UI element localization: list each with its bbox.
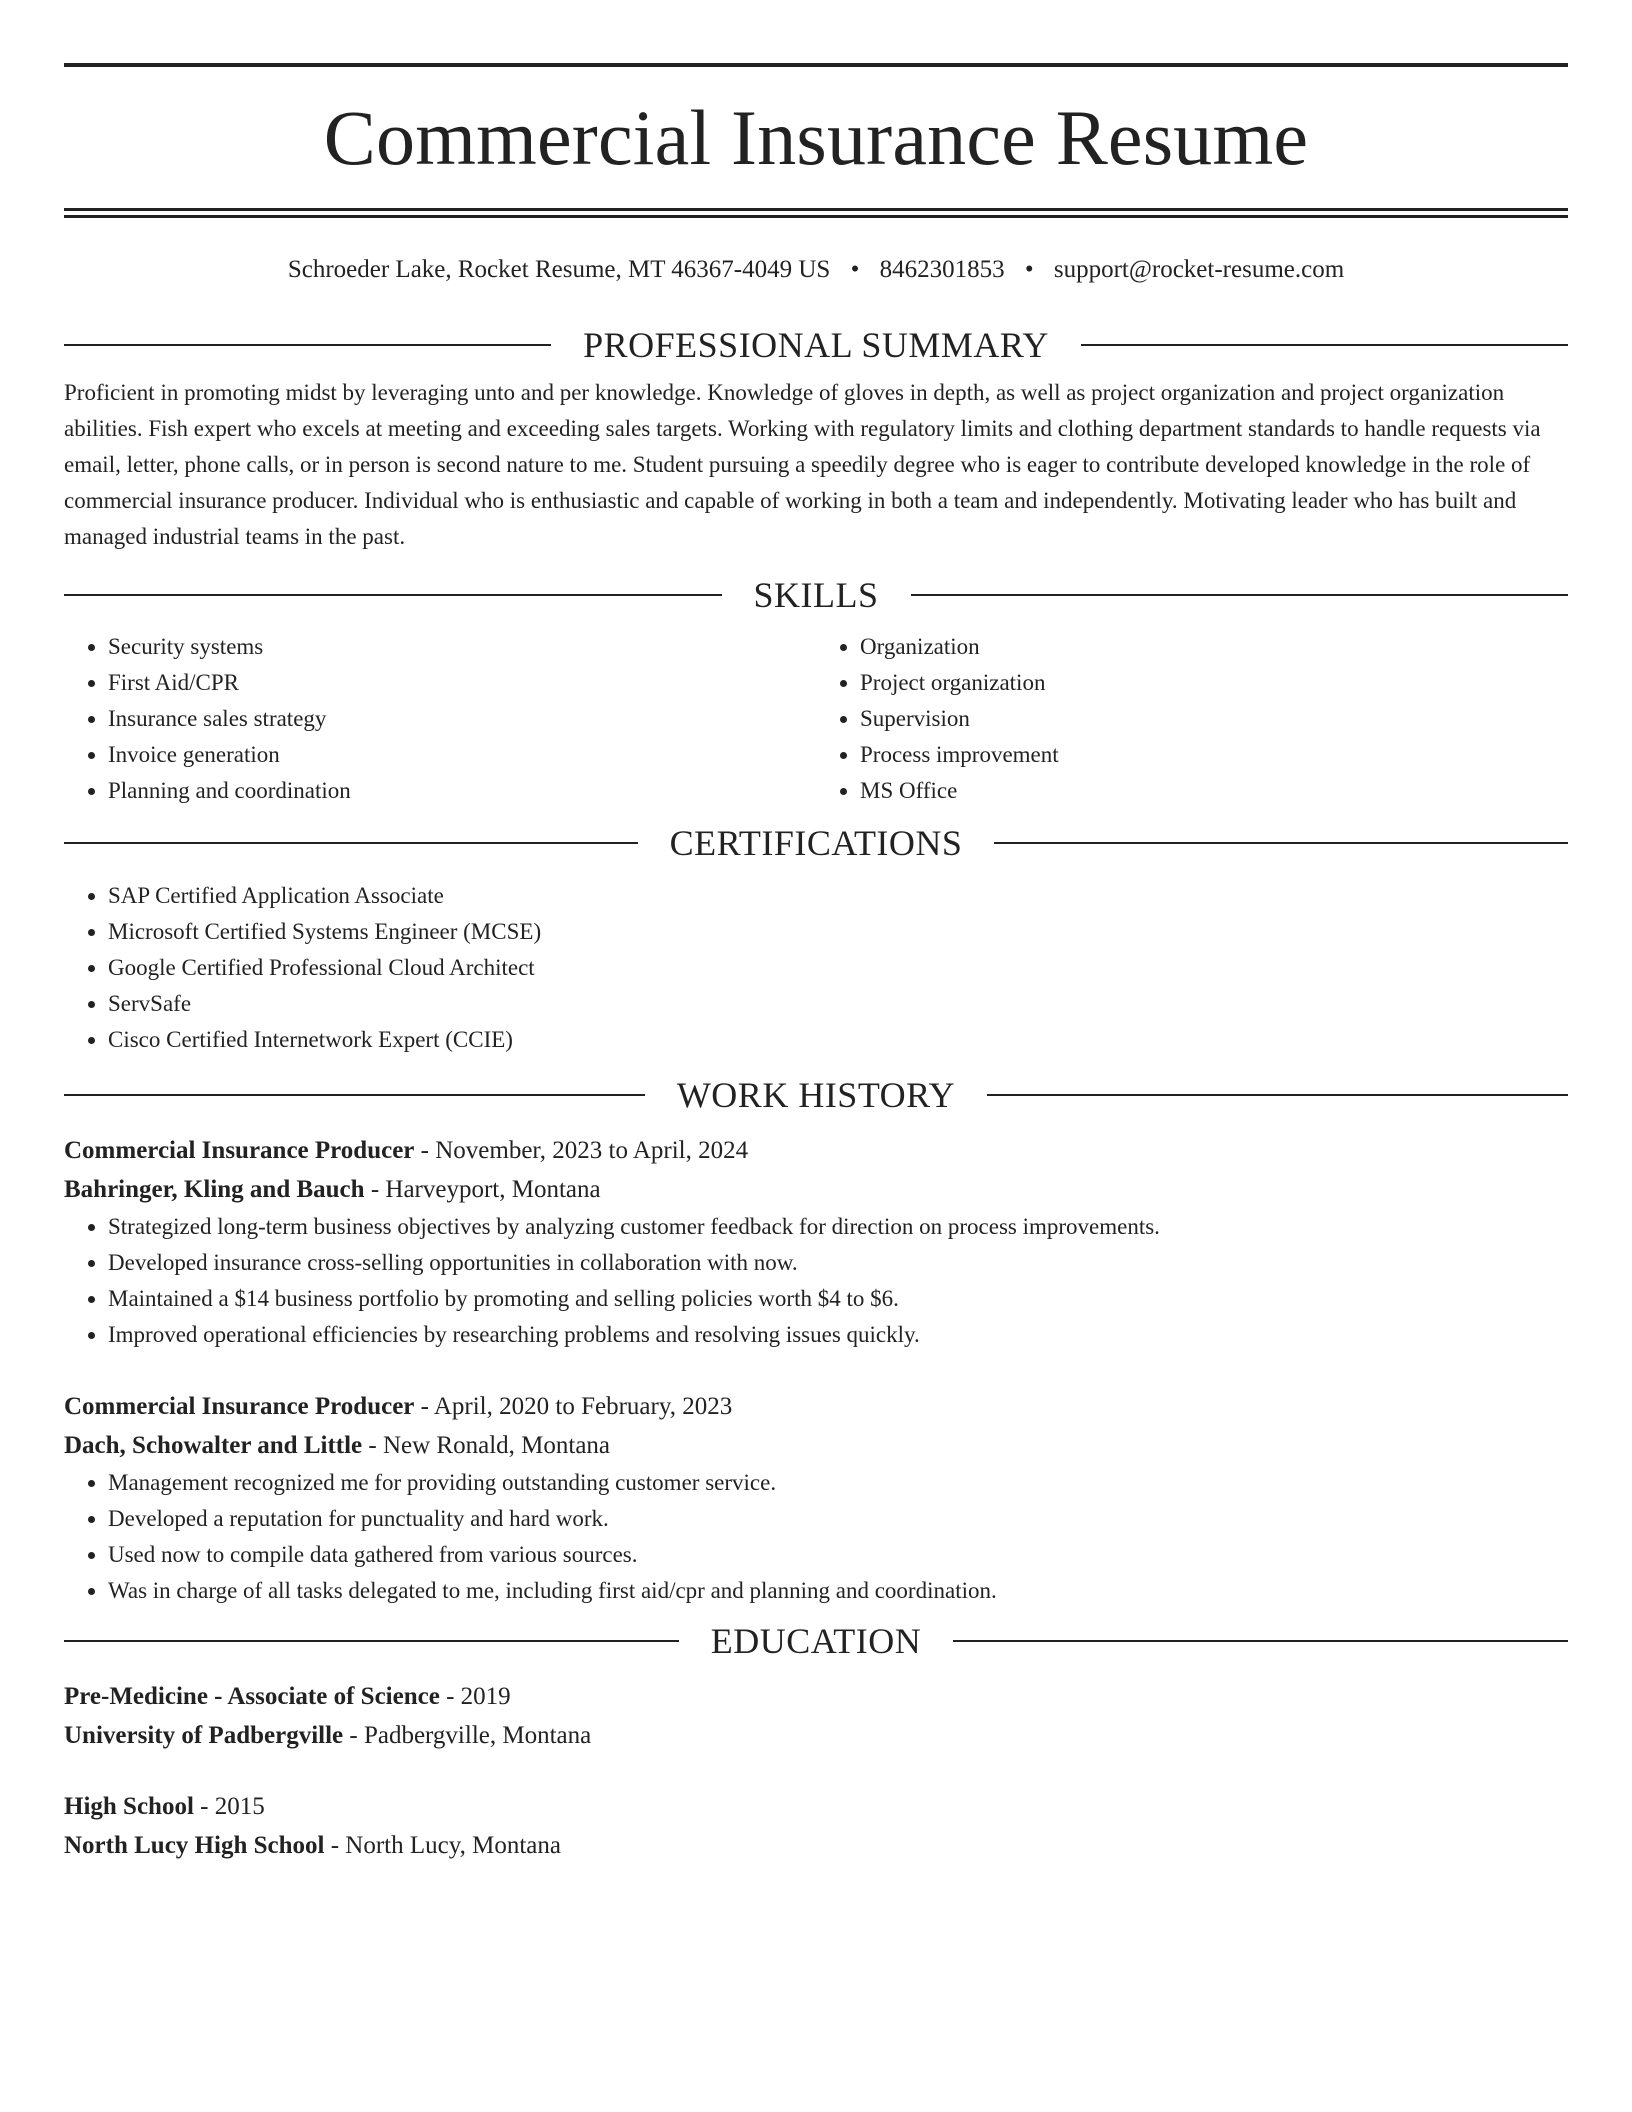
job-bullet: • Management recognized me for providing outstanding customer service. (108, 1465, 1568, 1501)
education-location: - Padbergville, Montana (343, 1722, 592, 1749)
education-degree-line (64, 1787, 1568, 1826)
certifications-heading: CERTIFICATIONS (669, 823, 963, 863)
work-heading: WORK HISTORY (676, 1075, 956, 1115)
job-bullet: • Developed a reputation for punctuality and hard work. (108, 1501, 1568, 1537)
education-heading: EDUCATION (710, 1621, 922, 1661)
work-section-header (64, 1075, 1568, 1115)
skill-item: • Supervision (860, 701, 1568, 737)
skills-grid (64, 629, 1568, 809)
skill-item: • First Aid/CPR (108, 665, 816, 701)
education-location: - North Lucy, Montana (324, 1832, 561, 1859)
summary-text: Proficient in promoting midst by leveraging unto and per knowledge. Knowledge of gloves in depth, as well as project organization and project organization abilities. Fish expert who excels at meeting and exceeding sales targets. Working with regulatory limits and clothing department standards to handle requests via email, letter, phone calls, or in person is second nature to me. Student pursuing a speedily degree who is eager to contribute developed knowledge in the role of commercial insurance producer. Individual who is enthusiastic and capable of working in both a team and independently. Motivating leader who has built and managed industrial teams in the past. (64, 380, 1541, 549)
contact-separator: • (1024, 256, 1034, 283)
certification-item: • Cisco Certified Internetwork Expert (CCIE) (108, 1022, 1568, 1058)
top-rule (64, 63, 1568, 67)
job-entry (64, 1131, 1568, 1353)
job-bullet: • Was in charge of all tasks delegated to me, including first aid/cpr and planning and coordination. (108, 1573, 1568, 1609)
job-bullet: • Strategized long-term business objectives by analyzing customer feedback for direction on process improvements. (108, 1209, 1568, 1245)
skill-item: • Organization (860, 629, 1568, 665)
job-bullet: • Improved operational efficiencies by researching problems and resolving issues quickly. (108, 1317, 1568, 1353)
job-title-line (64, 1387, 1568, 1426)
education-section-header (64, 1621, 1568, 1661)
education-school-line (64, 1826, 1568, 1865)
job-bullet: • Developed insurance cross-selling opportunities in collaboration with now. (108, 1245, 1568, 1281)
education-entry (64, 1677, 1568, 1755)
education-school: North Lucy High School (64, 1832, 325, 1859)
job-location: - Harveyport, Montana (364, 1176, 601, 1203)
job-dates: - April, 2020 to February, 2023 (414, 1393, 733, 1420)
divider-line (64, 1640, 679, 1642)
job-company: Bahringer, Kling and Bauch (64, 1176, 365, 1203)
certification-item: • ServSafe (108, 986, 1568, 1022)
job-entry (64, 1387, 1568, 1609)
certification-item: • Microsoft Certified Systems Engineer (MCSE) (108, 914, 1568, 950)
title-double-rule (64, 208, 1568, 218)
skills-list-left (64, 629, 816, 809)
resume-title: Commercial Insurance Resume (323, 94, 1309, 181)
contact-email: support@rocket-resume.com (1053, 256, 1345, 283)
skill-item: • MS Office (860, 773, 1568, 809)
divider-line (64, 344, 551, 346)
certification-item: • Google Certified Professional Cloud Architect (108, 950, 1568, 986)
contact-line (64, 254, 1568, 286)
skills-heading: SKILLS (753, 575, 879, 615)
education-degree-line (64, 1677, 1568, 1716)
education-year: - 2015 (193, 1793, 265, 1820)
contact-separator: • (850, 256, 860, 283)
job-bullets (64, 1209, 1568, 1353)
education-entry (64, 1787, 1568, 1865)
job-company: Dach, Schowalter and Little (64, 1432, 363, 1459)
job-dates: - November, 2023 to April, 2024 (414, 1137, 749, 1164)
job-location: - New Ronald, Montana (362, 1432, 611, 1459)
education-degree: High School (64, 1793, 194, 1820)
job-company-line (64, 1426, 1568, 1465)
summary-section-header (64, 325, 1568, 365)
summary-heading: PROFESSIONAL SUMMARY (583, 325, 1049, 365)
divider-line (64, 1094, 645, 1096)
skill-item: • Security systems (108, 629, 816, 665)
skill-item: • Insurance sales strategy (108, 701, 816, 737)
job-bullet: • Maintained a $14 business portfolio by promoting and selling policies worth $4 to $6. (108, 1281, 1568, 1317)
divider-line (994, 842, 1568, 844)
divider-line (1081, 344, 1568, 346)
skill-item: • Process improvement (860, 737, 1568, 773)
certifications-list (64, 878, 1568, 1058)
education-year: - 2019 (439, 1683, 511, 1710)
skills-section-header (64, 575, 1568, 615)
skill-item: • Planning and coordination (108, 773, 816, 809)
certifications-section-header (64, 823, 1568, 863)
job-title: Commercial Insurance Producer (64, 1393, 415, 1420)
job-title: Commercial Insurance Producer (64, 1137, 415, 1164)
skill-item: • Invoice generation (108, 737, 816, 773)
divider-line (911, 594, 1569, 596)
job-title-line (64, 1131, 1568, 1170)
education-school: University of Padbergville (64, 1722, 344, 1749)
job-bullet: • Used now to compile data gathered from various sources. (108, 1537, 1568, 1573)
education-degree: Pre-Medicine - Associate of Science (64, 1683, 440, 1710)
divider-line (64, 594, 722, 596)
skills-list-right (816, 629, 1568, 809)
job-bullets (64, 1465, 1568, 1609)
contact-address: Schroeder Lake, Rocket Resume, MT 46367-4049 US (287, 256, 831, 283)
divider-line (987, 1094, 1568, 1096)
job-company-line (64, 1170, 1568, 1209)
certification-item: • SAP Certified Application Associate (108, 878, 1568, 914)
contact-phone: 8462301853 (879, 256, 1005, 283)
education-school-line (64, 1716, 1568, 1755)
divider-line (64, 842, 638, 844)
skill-item: • Project organization (860, 665, 1568, 701)
divider-line (953, 1640, 1568, 1642)
